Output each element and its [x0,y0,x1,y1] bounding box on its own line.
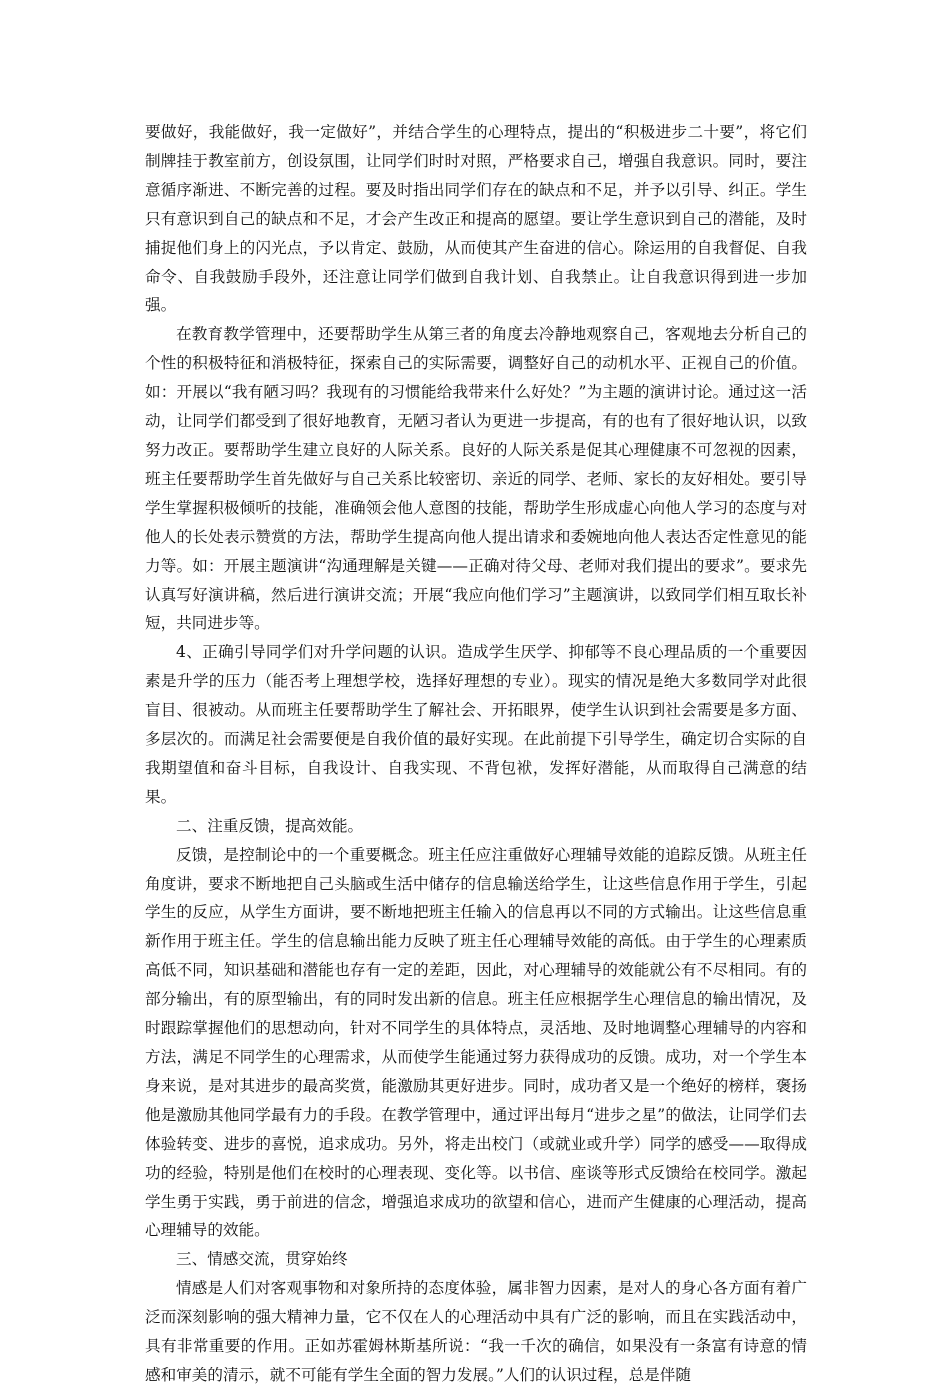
paragraph-further-study: 4、正确引导同学们对升学问题的认识。造成学生厌学、抑郁等不良心理品质的一个重要因素是升学的压力（能否考上理想学校，选择好理想的专业）。现实的情况是绝大多数同学对此很盲目、很被动。从而班主任要帮助学生了解社会、开拓眼界，使学生认识到社会需要是多方面、多层次的。而满足社会需要便是自我价值的最好实现。在此前提下引导学生，确定切合实际的自我期望值和奋斗目标，自我设计、自我实现、不背包袱，发挥好潜能，从而取得自己满意的结果。 [145,643,807,806]
paragraph-continuation: 要做好，我能做好，我一定做好”，并结合学生的心理特点，提出的“积极进步二十要”，将它们制牌挂于教室前方，创设氛围，让同学们时时对照，严格要求自己，增强自我意识。同时，要注意循序渐进、不断完善的过程。要及时指出同学们存在的缺点和不足，并予以引导、纠正。学生只有意识到自己的缺点和不足，才会产生改正和提高的愿望。要让学生意识到自己的潜能，及时捕捉他们身上的闪光点，予以肯定、鼓励，从而使其产生奋进的信心。除运用的自我督促、自我命令、自我鼓励手段外，还注意让同学们做到自我计划、自我禁止。让自我意识得到进一步加强。 [145,123,807,315]
paragraph-emotion: 情感是人们对客观事物和对象所持的态度体验，属非智力因素，是对人的身心各方面有着广泛而深刻影响的强大精神力量，它不仅在人的心理活动中具有广泛的影响，而且在实践活动中，具有非常重要的作用。正如苏霍姆林斯基所说：“我一千次的确信，如果没有一条富有诗意的情感和审美的清示，就不可能有学生全面的智力发展。”人们的认识过程，总是伴随 [145,1279,807,1384]
section-heading-emotional-exchange: 三、情感交流，贯穿始终 [176,1250,348,1269]
paragraph-feedback: 反馈，是控制论中的一个重要概念。班主任应注重做好心理辅导效能的追踪反馈。从班主任角度讲，要求不断地把自己头脑或生活中储存的信息输送给学生，让这些信息作用于学生，引起学生的反应，从学生方面讲，要不断地把班主任输入的信息再以不同的方式输出。让这些信息重新作用于班主任。学生的信息输出能力反映了班主任心理辅导效能的高低。由于学生的心理素质高低不同，知识基础和潜能也存有一定的差距，因此，对心理辅导的效能就公有不尽相同。有的部分输出，有的原型输出，有的同时发出新的信息。班主任应根据学生心理信息的输出情况，及时跟踪掌握他们的思想动向，针对不同学生的具体特点，灵活地、及时地调整心理辅导的内容和方法，满足不同学生的心理需求，从而使学生能通过努力获得成功的反馈。成功，对一个学生本身来说，是对其进步的最高奖赏，能激励其更好进步。同时，成功者又是一个绝好的榜样，褒扬他是激励其他同学最有力的手段。在教学管理中，通过评出每月“进步之星”的做法，让同学们去体验转变、进步的喜悦，追求成功。另外，将走出校门（或就业或升学）同学的感受——取得成功的经验，特别是他们在校时的心理表现、变化等。以书信、座谈等形式反馈给在校同学。激起学生勇于实践，勇于前进的信念，增强追求成功的欲望和信心，进而产生健康的心理活动，提高心理辅导的效能。 [145,845,807,1240]
section-heading-feedback: 二、注重反馈，提高效能。 [176,816,364,835]
paragraph-self-observation: 在教育教学管理中，还要帮助学生从第三者的角度去冷静地观察自己，客观地去分析自己的个性的积极特征和消极特征，探索自己的实际需要，调整好自己的动机水平、正视自己的价值。如：开展以“我有陋习吗？我现有的习惯能给我带来什么好处？”为主题的演讲讨论。通过这一活动，让同学们都受到了很好地教育，无陋习者认为更进一步提高，有的也有了很好地认识，以致努力改正。要帮助学生建立良好的人际关系。良好的人际关系是促其心理健康不可忽视的因素，班主任要帮助学生首先做好与自己关系比较密切、亲近的同学、老师、家长的友好相处。要引导学生掌握积极倾听的技能，准确领会他人意图的技能，帮助学生形成虚心向他人学习的态度与对他人的长处表示赞赏的方法，帮助学生提高向他人提出请求和委婉地向他人表达否定性意见的能力等。如：开展主题演讲“沟通理解是关键——正确对待父母、老师对我们提出的要求”。要求先认真写好演讲稿，然后进行演讲交流；开展“我应向他们学习”主题演讲，以致同学们相互取长补短，共同进步等。 [145,325,807,633]
document-page [145,118,807,1390]
